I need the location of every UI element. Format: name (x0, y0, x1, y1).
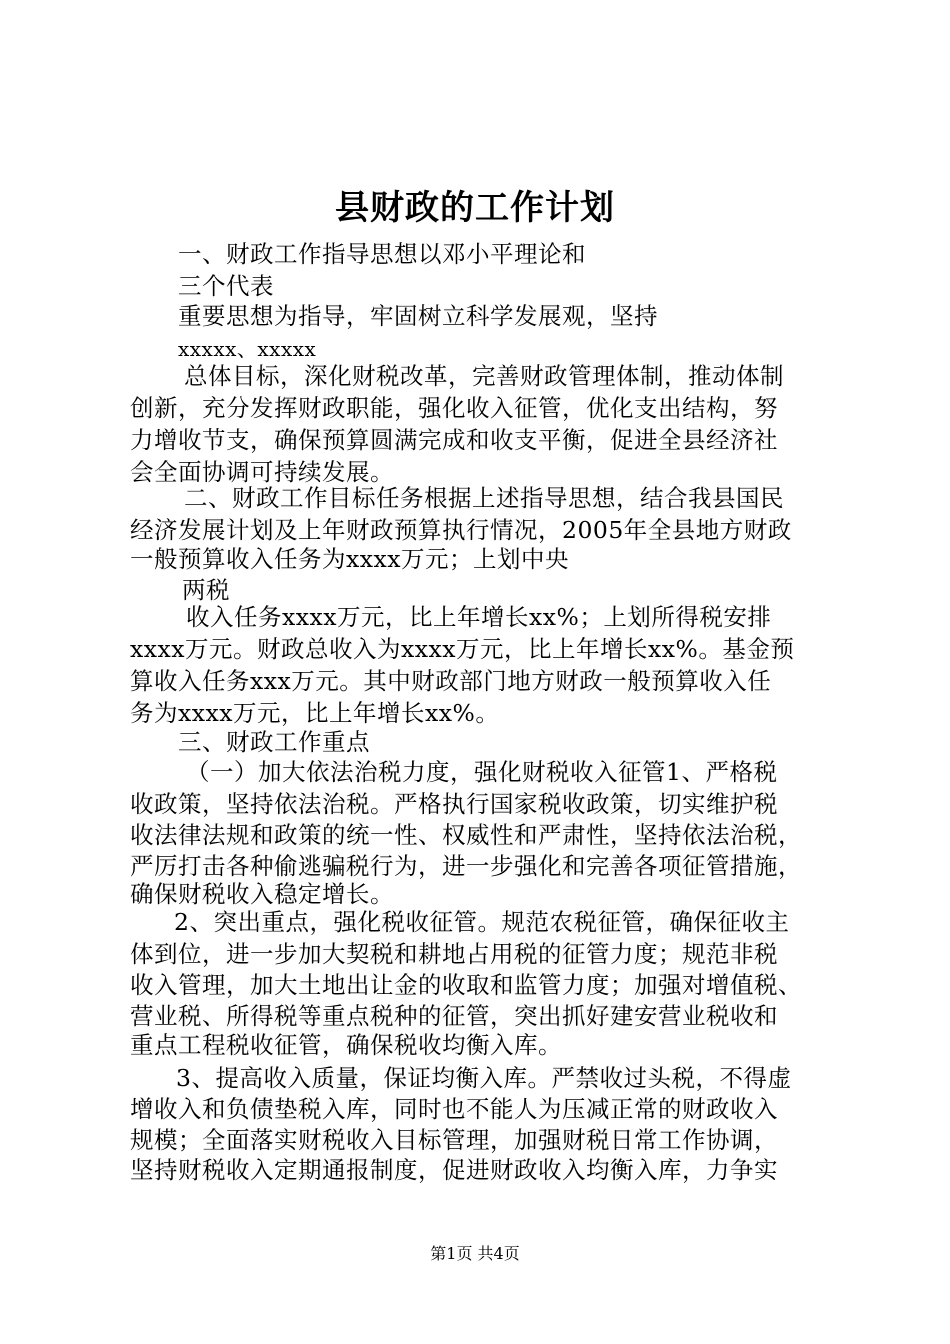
text-line: 两税 (182, 576, 230, 604)
text-line: 务为xxxx万元，比上年增长xx%。 (130, 699, 500, 727)
text-line: 收法律法规和政策的统一性、权威性和严肃性，坚持依法治税， (130, 821, 802, 849)
text-line: 总体目标，深化财税改革，完善财政管理体制，推动体制 (184, 362, 784, 390)
text-line: 营业税、所得税等重点税种的征管，突出抓好建安营业税收和 (130, 1002, 778, 1030)
text-line: 会全面协调可持续发展。 (130, 458, 394, 486)
text-line: 规模；全面落实财税收入目标管理，加强财税日常工作协调， (130, 1126, 778, 1154)
text-line: 算收入任务xxx万元。其中财政部门地方财政一般预算收入任 (130, 667, 772, 695)
text-line: 创新，充分发挥财政职能，强化收入征管，优化支出结构，努 (130, 394, 778, 422)
text-line: 重点工程税收征管，确保税收均衡入库。 (130, 1031, 562, 1059)
page-number-footer: 第1页 共4页 (430, 1244, 520, 1263)
text-line: 2、突出重点，强化税收征管。规范农税征管，确保征收主 (174, 908, 790, 936)
text-line: 一、财政工作指导思想以邓小平理论和 (178, 240, 586, 268)
text-line: 重要思想为指导，牢固树立科学发展观，坚持 (178, 302, 658, 330)
text-line: 三、财政工作重点 (178, 728, 370, 756)
text-line: xxxxx、xxxxx (178, 337, 317, 361)
text-line: 增收入和负债垫税入库，同时也不能人为压减正常的财政收入 (130, 1095, 778, 1123)
document-title: 县财政的工作计划 (335, 188, 615, 228)
text-line: xxxx万元。财政总收入为xxxx万元，比上年增长xx%。基金预 (130, 635, 795, 663)
text-line: 收入任务xxxx万元，比上年增长xx%；上划所得税安排 (186, 603, 772, 631)
text-line: 坚持财税收入定期通报制度，促进财政收入均衡入库，力争实 (130, 1156, 778, 1184)
text-line: （一）加大依法治税力度，强化财税收入征管1、严格税 (186, 758, 778, 786)
text-line: 收入管理，加大土地出让金的收取和监管力度；加强对增值税、 (130, 971, 802, 999)
text-line: 确保财税收入稳定增长。 (130, 880, 394, 908)
text-line: 经济发展计划及上年财政预算执行情况，2005年全县地方财政 (130, 516, 792, 544)
text-line: 力增收节支，确保预算圆满完成和收支平衡，促进全县经济社 (130, 426, 778, 454)
text-line: 收政策，坚持依法治税。严格执行国家税收政策，切实维护税 (130, 790, 778, 818)
text-line: 严厉打击各种偷逃骗税行为，进一步强化和完善各项征管措施， (130, 852, 802, 880)
text-line: 三个代表 (178, 272, 274, 300)
text-line: 一般预算收入任务为xxxx万元；上划中央 (130, 545, 570, 573)
text-line: 体到位，进一步加大契税和耕地占用税的征管力度；规范非税 (130, 940, 778, 968)
text-line: 3、提高收入质量，保证均衡入库。严禁收过头税，不得虚 (176, 1064, 792, 1092)
text-line: 二、财政工作目标任务根据上述指导思想，结合我县国民 (184, 484, 784, 512)
